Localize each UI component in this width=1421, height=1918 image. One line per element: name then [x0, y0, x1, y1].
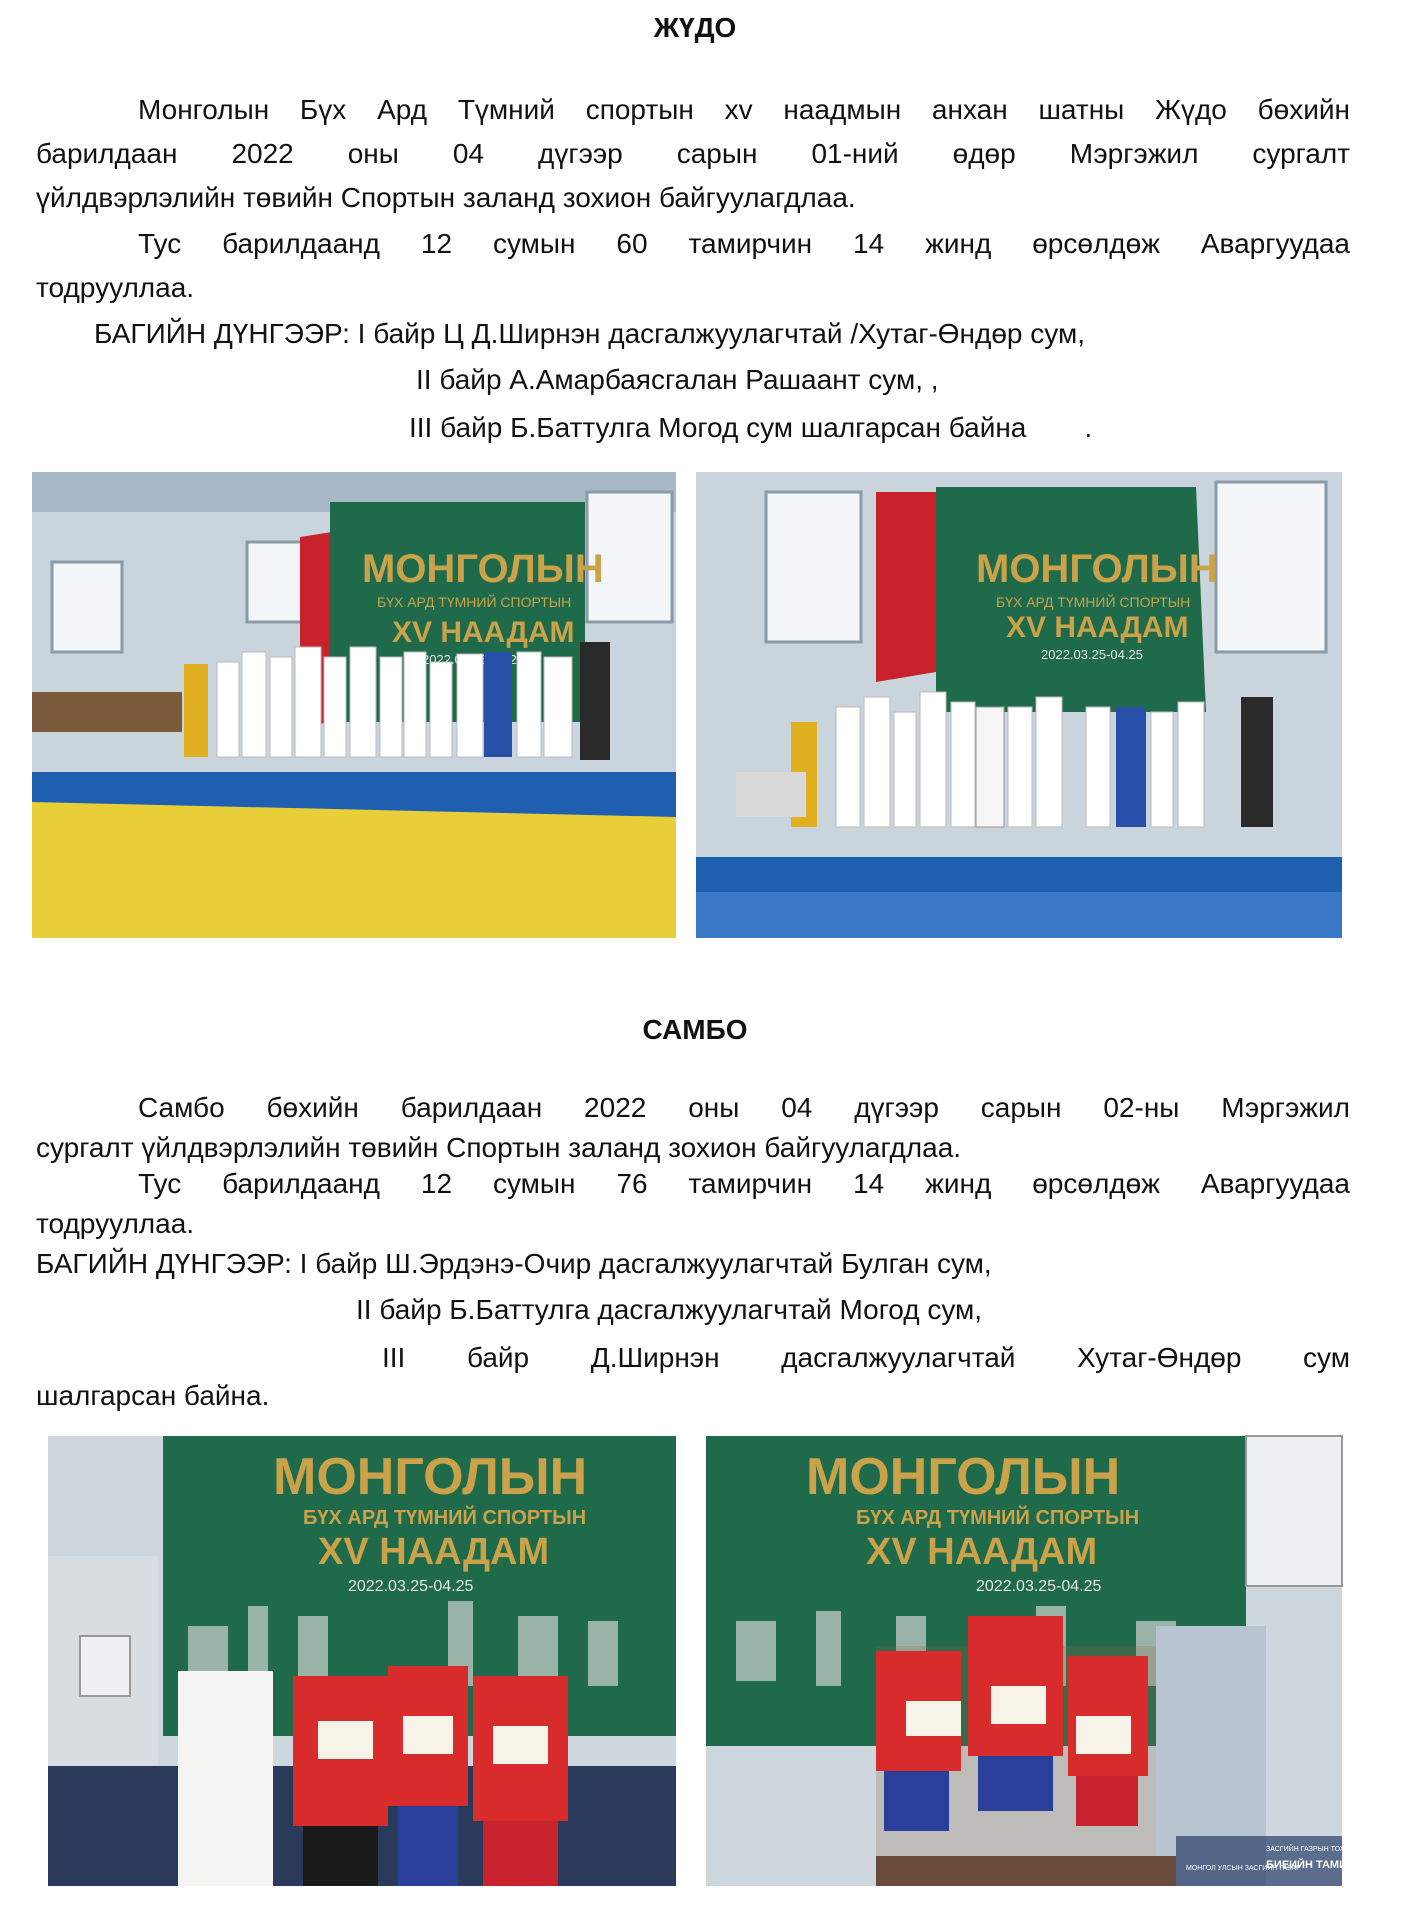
banner-event-3: XV НААДАМ [318, 1531, 550, 1573]
judo-team-results [36, 312, 1350, 356]
sambo-team-results [36, 1242, 1350, 1286]
sambo-p2-line-2: тодрууллаа. [36, 1208, 195, 1239]
sambo-team-3-wrap [36, 1338, 1350, 1414]
sambo-team-3: III байр Д.Ширнэн дасгалжуулагчтай Хутаг-Өндөр сум [382, 1342, 1350, 1373]
banner-title-3: МОНГОЛЫН [273, 1448, 588, 1506]
sambo-p2-line-1: Тус барилдаанд 12 сумын 76 тамирчин 14 жинд өрсөлдөж Аваргуудаа [138, 1168, 1350, 1199]
sambo-paragraph-2 [36, 1164, 1350, 1244]
judo-p1-line-1: Монголын Бүх Ард Түмний спортын xv наадмын анхан шатны Жүдо бөхийн [138, 94, 1350, 125]
judo-p2-line-1: Тус барилдаанд 12 сумын 60 тамирчин 14 жинд өрсөлдөж Аваргуудаа [138, 228, 1350, 259]
banner-subtitle-2: БҮХ АРД ТҮМНИЙ СПОРТЫН [996, 594, 1191, 610]
judo-paragraph-1 [36, 88, 1350, 220]
judo-paragraph-2 [36, 222, 1350, 310]
judo-team-photo-2 [696, 472, 1342, 938]
judo-p1-line-2: барилдаан 2022 оны 04 дүгээр сарын 01-ний өдөр Мэргэжил сургалт [36, 138, 1350, 169]
judo-team-3-tail: . [1084, 412, 1093, 443]
banner-title-4: МОНГОЛЫН [806, 1448, 1121, 1506]
banner-event-4: XV НААДАМ [866, 1531, 1098, 1573]
sambo-team-3-line-2: шалгарсан байна. [36, 1380, 270, 1411]
watermark-left: МОНГОЛ УЛСЫН ЗАСГИЙН ГАЗАР [1186, 1865, 1301, 1872]
judo-p2-line-2: тодрууллаа. [36, 272, 195, 303]
judo-team-3-wrap [36, 406, 1350, 450]
banner-title-1: МОНГОЛЫН [362, 547, 604, 591]
sambo-podium-photo-1 [48, 1436, 676, 1886]
sambo-team-2: II байр Б.Баттулга дасгалжуулагчтай Могод сум, [356, 1294, 983, 1325]
sambo-podium-photo-2 [706, 1436, 1359, 1886]
sambo-heading: САМБО [642, 1014, 748, 1045]
judo-team-3-text: III байр Б.Баттулга Могод сум шалгарсан байна [409, 412, 1027, 443]
banner-dates-2: 2022.03.25-04.25 [1041, 647, 1143, 662]
judo-heading: ЖҮДО [653, 12, 737, 43]
judo-team-2: II байр А.Амарбаясгалан Рашаант сум, , [416, 364, 939, 395]
banner-title-2: МОНГОЛЫН [976, 547, 1218, 591]
banner-subtitle-3: БҮХ АРД ТҮМНИЙ СПОРТЫН [303, 1507, 587, 1529]
banner-event-1: XV НААДАМ [392, 616, 575, 649]
banner-subtitle-1: БҮХ АРД ТҮМНИЙ СПОРТЫН [377, 594, 572, 610]
sambo-team-2-wrap [36, 1288, 1350, 1332]
banner-event-2: XV НААДАМ [1006, 611, 1189, 644]
sambo-team-1: БАГИЙН ДҮНГЭЭР: I байр Ш.Эрдэнэ-Очир дасгалжуулагчтай Булган сум, [36, 1248, 992, 1279]
banner-dates-4: 2022.03.25-04.25 [976, 1578, 1102, 1595]
judo-p1-line-3: үйлдвэрлэлийн төвийн Спортын заланд зохион байгуулагдлаа. [36, 182, 856, 213]
sambo-p1-line-2: сургалт үйлдвэрлэлийн төвийн Спортын заланд зохион байгуулагдлаа. [36, 1132, 962, 1163]
watermark-right-bottom: БИЕИЙН ТАМИ [1266, 1859, 1348, 1871]
judo-team-1: БАГИЙН ДҮНГЭЭР: I байр Ц Д.Ширнэн дасгалжуулагчтай /Хутаг-Өндөр сум, [94, 318, 1085, 349]
sambo-paragraph-1 [36, 1088, 1350, 1168]
judo-team-3 [36, 406, 1350, 450]
banner-subtitle-4: БҮХ АРД ТҮМНИЙ СПОРТЫН [856, 1507, 1140, 1529]
watermark-right-top: ЗАСГИЙН ГАЗРЫН ТОХИРУ [1266, 1846, 1359, 1853]
judo-team-photo-1 [32, 472, 676, 938]
banner-dates-3: 2022.03.25-04.25 [348, 1578, 474, 1595]
sambo-p1-line-1: Самбо бөхийн барилдаан 2022 оны 04 дүгээр сарын 02-ны Мэргэжил [138, 1092, 1350, 1123]
judo-team-2-wrap [36, 358, 1350, 402]
